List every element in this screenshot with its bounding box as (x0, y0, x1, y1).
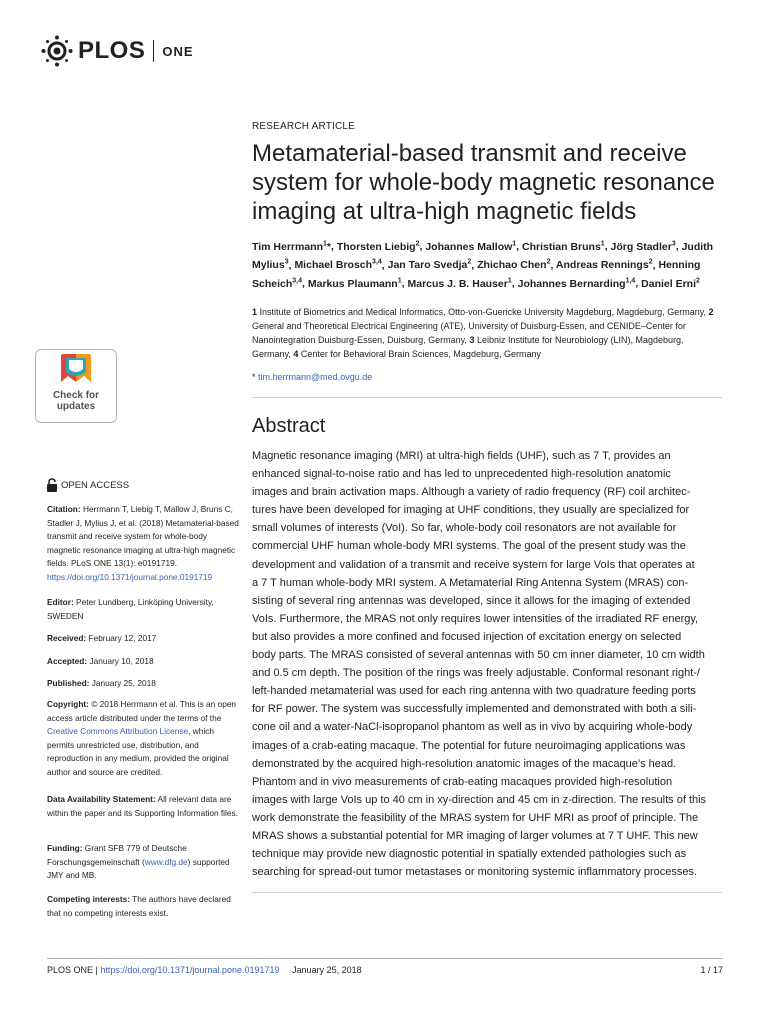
data-availability-label: Data Availability Statement: (47, 794, 156, 804)
footer-date: January 25, 2018 (292, 965, 362, 975)
affiliation-text: General and Theoretical Electrical Engineering (ATE), University of Duisburg-Essen, and CENIDE–Center for Nanointegration Duisburg-Essen, Duisburg, Germany, (252, 321, 686, 345)
abstract-line: small volumes of interests (VoI). So far, whole-body coil resonators are not available for (252, 522, 677, 535)
abstract-line: images and brain activation maps. Although a variety of radio frequency (RF) coil architec- (252, 486, 691, 499)
affiliation-number: 4 (293, 349, 301, 359)
abstract-heading: Abstract (252, 415, 326, 437)
journal-logo[interactable] (40, 34, 194, 68)
copyright-text: © 2018 Herrmann et al. This is an open access article distributed under the terms of the (47, 699, 237, 723)
journal-brand: PLOS (78, 37, 146, 64)
author-affiliation-marker: 1,4 (625, 277, 636, 284)
abstract-line: demonstrated by the acquired high-resolution anatomic images of the macaque’s head. (252, 757, 677, 770)
author-name: Marcus J. B. Hauser$^1$ (407, 277, 512, 290)
author-affiliation-marker: 2 (415, 240, 420, 247)
author-affiliation-marker: 2 (648, 258, 653, 266)
editor-block (47, 596, 239, 623)
journal-name: ONE (162, 43, 194, 59)
author-affiliation-marker: 1 (512, 240, 517, 247)
funding-text: Grant SFB 779 of Deutsche Forschungsgemeinschaft ( (47, 843, 187, 867)
author-name: Michael Brosch$^{3,4}$ (294, 258, 382, 271)
author-name: Christian Bruns$^1$ (522, 240, 605, 253)
abstract-line: enhanced signal-to-noise ratio and has led to unprecedented high-resolution anatomic (252, 468, 671, 481)
footer-journal: PLOS ONE | (47, 965, 98, 975)
abstract-line: searching for spread-out tumor metastases or monitoring systemic inflammatory processes. (252, 866, 698, 879)
license-link[interactable]: Creative Commons Attribution License (47, 726, 189, 737)
affiliation-number: 1 (252, 307, 260, 317)
author-affiliation-marker: 1 (507, 277, 512, 284)
affiliation-text: Center for Behavioral Brain Sciences, Magdeburg, Germany (300, 349, 541, 359)
abstract-body (252, 447, 724, 881)
received-date: February 12, 2017 (88, 633, 157, 643)
open-lock-icon (46, 478, 58, 492)
author-list: Tim Herrmann$^1$*, Thorsten Liebig$^2$, Johannes Mallow$^1$, Christian Bruns$^1$, Jörg Stadler$^3$, Judith Mylius$^3$, Michael Brosch$^{3,4}$, Jan Taro Svedja$^2$, Zhichao Chen$^2$, Andreas Rennings$^2$, Henning Scheich$^{3,4}$, Markus Plaumann$^1$, Marcus J. B. Hauser$^1$, Johannes Bernarding$^{1,4}$, Daniel Erni$^2$ (252, 240, 714, 290)
abstract-line: body parts. The MRAS consisted of several antennas with 50 cm inner diameter, 10 cm width (252, 649, 705, 662)
author-name: Henning Scheich$^{3,4}$ (252, 259, 701, 290)
author-name: Jörg Stadler$^3$ (610, 240, 676, 253)
abstract-line: and 0.5 cm depth. The position of the rings was freely adjustable. Conformal resonant right-/ (252, 667, 700, 680)
citation-doi-link[interactable]: https://doi.org/10.1371/journal.pone.0191719 (47, 571, 213, 582)
published-label: Published: (47, 678, 90, 688)
author-affiliation-marker: 3 (284, 258, 289, 266)
check-updates-line2: updates (56, 401, 96, 412)
author-name: Johannes Mallow$^1$ (425, 240, 517, 253)
abstract-line: VoIs. Furthermore, the MRAS not only requires lower intensities of the irradiated RF energy, (252, 612, 699, 625)
author-name: Daniel Erni$^2$ (641, 277, 700, 290)
copyright-block (47, 698, 239, 780)
bookmark-ribbon-icon (57, 354, 95, 390)
open-access-label (46, 478, 129, 492)
author-name: Markus Plaumann$^1$ (307, 277, 402, 290)
abstract-line: work demonstrate the feasibility of the MRAS system for UHF MRI as proof of principle. The (252, 811, 699, 824)
author-affiliation-marker: 2 (467, 258, 472, 266)
affiliation-text: Institute of Biometrics and Medical Informatics, Otto-von-Guericke University Magdeburg, Magdeburg, Germany, (259, 307, 709, 317)
funding-link[interactable]: www.dfg.de (144, 856, 188, 867)
competing-interests-label: Competing interests: (47, 894, 130, 904)
page-number: 1 / 17 (700, 965, 723, 975)
logo-divider (153, 40, 154, 62)
copyright-text-end: , which permits unrestricted use, distribution, and reproduction in any medium, provided the original author and source are credited. (47, 726, 229, 777)
correspondence (252, 372, 372, 382)
published-block (47, 677, 239, 691)
open-access-text: OPEN ACCESS (61, 479, 130, 491)
abstract-line: development and validation of a transmit and receive system for large VoIs that operates at (252, 558, 695, 571)
check-updates-line1: Check for (52, 390, 100, 401)
affiliation-number: 3 (469, 335, 477, 345)
abstract-line: MRAS shows a substantial potential for MR imaging of larger volumes at 7 T UHF. This new (252, 829, 698, 842)
author-affiliation-marker: 2 (696, 277, 700, 284)
author-affiliation-marker: 1 (323, 240, 327, 247)
editor-label: Editor: (47, 597, 74, 607)
data-availability-text: All relevant data are within the paper and its Supporting Information files. (47, 794, 238, 818)
citation-text: Herrmann T, Liebig T, Mallow J, Bruns C, Stadler J, Mylius J, et al. (2018) Metamaterial-based transmit and receive system for whole-body magnetic resonance imaging at ultra-high magnetic fields. PLoS ONE 13(1): e0191719. (47, 504, 239, 569)
abstract-line: commercial UHF human whole-body MRI systems. The goal of the present study was the (252, 540, 686, 553)
abstract-line: sisting of several ring antennas was developed, since it allows for the imaging of extended (252, 594, 691, 607)
abstract-line: cone oil and a water-NaCl-isopropanol phantom as well as in vivo by acquiring whole-body (252, 721, 693, 734)
affiliation-number: 2 (708, 307, 714, 317)
author-name: Zhichao Chen$^2$ (477, 258, 551, 271)
editor-text: Peter Lundberg, Linköping University, SWEDEN (47, 597, 214, 621)
accepted-date: January 10, 2018 (89, 656, 154, 666)
author-name: Tim Herrmann$^1$* (252, 240, 331, 253)
received-block (47, 632, 239, 646)
funding-label: Funding: (47, 843, 83, 853)
plos-mark-icon (40, 34, 74, 68)
correspondence-mark: * (252, 372, 256, 382)
author-affiliation-marker: 3,4 (372, 258, 382, 266)
abstract-line: Phantom and in vivo measurements of crab-eating macaques provided high-resolution (252, 775, 673, 788)
correspondence-email-link[interactable]: tim.herrmann@med.ovgu.de (258, 372, 373, 382)
abstract-line: a 7 T human whole-body MRI system. A Metamaterial Ring Antenna System (MRAS) con- (252, 576, 689, 589)
copyright-label: Copyright: (47, 699, 89, 709)
accepted-block (47, 655, 239, 669)
author-name: Judith Mylius$^3$ (252, 240, 714, 271)
author-name: Johannes Bernarding$^{1,4}$ (517, 277, 636, 290)
section-divider (252, 397, 722, 398)
author-affiliation-marker: 1 (397, 277, 402, 284)
author-affiliation-marker: 3,4 (292, 277, 303, 284)
author-affiliation-marker: 1 (600, 240, 605, 247)
abstract-line: left-handed metamaterial was used for each ring antenna with two quadrature feeding ports (252, 685, 696, 698)
competing-interests-text: The authors have declared that no competing interests exist. (47, 894, 231, 918)
abstract-line: tures have been developed for imaging at UHF conditions, they usually are specialized for (252, 504, 690, 517)
abstract-line: images with large VoIs up to 40 cm in xy-direction and 45 cm in z-direction. The results of this (252, 793, 707, 806)
article-title: Metamaterial-based transmit and receive system for whole-body magnetic resonance imaging at ultra-high magnetic fields (252, 140, 715, 225)
abstract-line: images of a crab-eating macaque. The potential for future neuroimaging applications was (252, 739, 686, 752)
abstract-line: Magnetic resonance imaging (MRI) at ultra-high fields (UHF), such as 7 T, provides an (252, 450, 671, 462)
author-affiliation-marker: 3 (671, 240, 676, 247)
citation-label: Citation: (47, 504, 81, 514)
abstract-line: for RF power. The system was successfully implemented and demonstrated with both a sili- (252, 703, 697, 716)
funding-block (47, 842, 239, 883)
article-type: RESEARCH ARTICLE (252, 121, 356, 132)
author-name: Thorsten Liebig$^2$ (336, 240, 420, 253)
abstract-line: technique may provide new diagnostic potential in spatially extended pathologies such as (252, 848, 687, 861)
abstract-line: but also provides a more confined and focused injection of excitation energy on selected (252, 630, 682, 643)
footer-rule (47, 958, 723, 959)
citation-block (47, 503, 239, 585)
competing-interests-block (47, 893, 239, 920)
check-for-updates-badge[interactable] (35, 349, 117, 423)
funding-text-end: ) supported JMY and MB. (47, 856, 230, 881)
affiliation-text: Leibniz Institute for Neurobiology (LIN), Magdeburg, Germany, (252, 335, 684, 359)
author-name: Andreas Rennings$^2$ (555, 258, 653, 271)
affiliations (252, 305, 722, 361)
footer-doi-link[interactable]: https://doi.org/10.1371/journal.pone.0191719 (100, 965, 280, 975)
page-footer (47, 965, 362, 975)
abstract-divider (252, 892, 722, 893)
author-name: Jan Taro Svedja$^2$ (387, 258, 472, 271)
published-date: January 25, 2018 (91, 678, 156, 688)
received-label: Received: (47, 633, 87, 643)
author-affiliation-marker: 2 (546, 258, 551, 266)
accepted-label: Accepted: (47, 656, 88, 666)
data-availability-block (47, 793, 239, 820)
